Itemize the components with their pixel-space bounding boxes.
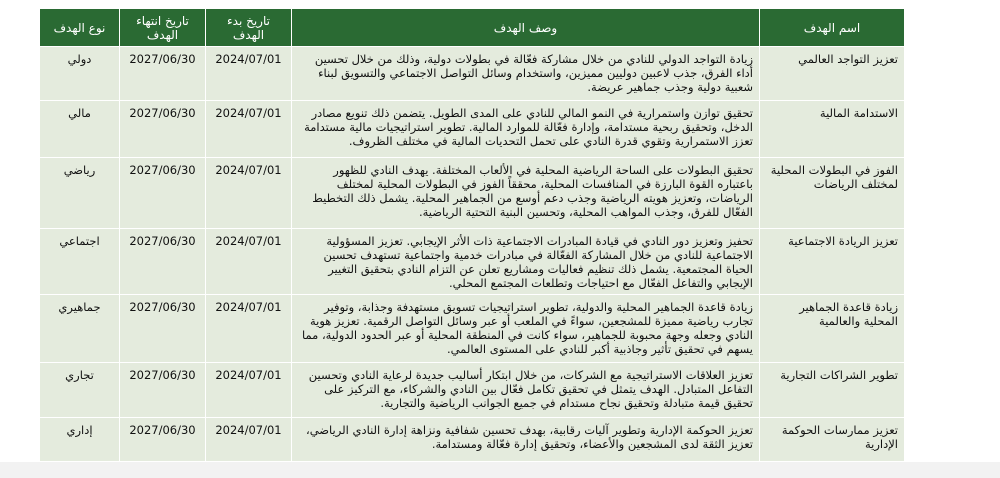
goal-type-cell: اجتماعي	[40, 229, 119, 295]
goal-name-cell: الفوز في البطولات المحلية لمختلف الرياضات	[759, 158, 904, 229]
end-date-cell: 2027/06/30	[119, 101, 205, 158]
goal-description-cell: تعزيز الحوكمة الإدارية وتطوير آليات رقابية، بهدف تحسين شفافية ونزاهة إدارة النادي الرياضي، تعزيز الثقة لدى المشجعين والأعضاء، وتحقيق إدارة فعّالة ومستدامة.	[291, 418, 759, 462]
end-date-cell: 2027/06/30	[119, 418, 205, 462]
goals-table	[40, 9, 904, 462]
table-row	[40, 101, 904, 158]
end-date-cell: 2027/06/30	[119, 295, 205, 363]
start-date-cell: 2024/07/01	[205, 229, 291, 295]
goal-description-cell: زيادة التواجد الدولي للنادي من خلال مشاركة فعّالة في بطولات دولية، وذلك من خلال تحسين أداء الفرق، جذب لاعبين دوليين مميزين، واستخدام وسائل التواصل الاجتماعي والتسويق لبناء شعبية دولية وجذب جماهير عريضة.	[291, 47, 759, 101]
goal-description-cell: تعزيز العلاقات الاستراتيجية مع الشركات، من خلال ابتكار أساليب جديدة لرعاية النادي وتحسين التفاعل المتبادل. الهدف يتمثل في تحقيق تكامل فعّال بين النادي والشركاء، مع التركيز على تحقيق قيمة متبادلة وتحقيق نجاح مستدام في جميع الجوانب الرياضية والتجارية.	[291, 363, 759, 418]
table-row	[40, 158, 904, 229]
start-date-cell: 2024/07/01	[205, 418, 291, 462]
header-goal-type: نوع الهدف	[40, 9, 119, 47]
end-date-cell: 2027/06/30	[119, 229, 205, 295]
table-row	[40, 418, 904, 462]
table-row	[40, 229, 904, 295]
goal-description-cell: تحقيق توازن واستمرارية في النمو المالي للنادي على المدى الطويل. يتضمن ذلك تنويع مصادر الدخل، وتحقيق ربحية مستدامة، وإدارة فعّالة للموارد المالية. تطوير استراتيجيات مالية مستدامة تعزز الاستمرارية وتقوي قدرة النادي على تحمل التحديات المالية في مختلف الظروف.	[291, 101, 759, 158]
table-row	[40, 47, 904, 101]
goal-type-cell: إداري	[40, 418, 119, 462]
goal-name-cell: زيادة قاعدة الجماهير المحلية والعالمية	[759, 295, 904, 363]
goal-description-cell: زيادة قاعدة الجماهير المحلية والدولية، تطوير استراتيجيات تسويق مستهدفة وجذابة، وتوفير تجارب رياضية مميزة للمشجعين، سواءً في الملعب أو عبر وسائل التواصل الرقمية. تعزيز هوية النادي وجعله وجهة محبوبة للجماهير، سواء كانت في المنطقة المحلية أو عبر الحدود الدولية، مما يسهم في تحقيق تأثير وجاذبية أكبر للنادي على المستوى العالمي.	[291, 295, 759, 363]
end-date-cell: 2027/06/30	[119, 158, 205, 229]
end-date-cell: 2027/06/30	[119, 47, 205, 101]
goal-name-cell: تعزيز التواجد العالمي	[759, 47, 904, 101]
goal-type-cell: تجاري	[40, 363, 119, 418]
goal-name-cell: تعزيز الريادة الاجتماعية	[759, 229, 904, 295]
table-row	[40, 363, 904, 418]
start-date-cell: 2024/07/01	[205, 158, 291, 229]
header-start-date: تاريخ بدء الهدف	[205, 9, 291, 47]
header-end-date: تاريخ انتهاء الهدف	[119, 9, 205, 47]
page-footer-band	[0, 462, 1000, 478]
start-date-cell: 2024/07/01	[205, 101, 291, 158]
start-date-cell: 2024/07/01	[205, 47, 291, 101]
goal-description-cell: تحقيق البطولات على الساحة الرياضية المحلية في الألعاب المختلفة. يهدف النادي للظهور باعتباره القوة البارزة في المنافسات المحلية، محققاً الفوز في البطولات المحلية لمختلف الرياضات، وتعزيز هويته الرياضية وجذب دعم أوسع من الجماهير المحلية. يشمل ذلك التخطيط الفعّال للفرق، وجذب المواهب المحلية، وتحسين البنية التحتية الرياضية.	[291, 158, 759, 229]
header-goal-name: اسم الهدف	[759, 9, 904, 47]
table-row	[40, 295, 904, 363]
goal-type-cell: مالي	[40, 101, 119, 158]
start-date-cell: 2024/07/01	[205, 363, 291, 418]
goal-name-cell: تعزيز ممارسات الحوكمة الإدارية	[759, 418, 904, 462]
goal-name-cell: الاستدامة المالية	[759, 101, 904, 158]
start-date-cell: 2024/07/01	[205, 295, 291, 363]
goal-type-cell: جماهيري	[40, 295, 119, 363]
goal-type-cell: دولي	[40, 47, 119, 101]
goal-description-cell: تحفيز وتعزيز دور النادي في قيادة المبادرات الاجتماعية ذات الأثر الإيجابي. تعزيز المسؤولية الاجتماعية للنادي من خلال المشاركة الفعّالة في مبادرات خدمية واجتماعية تستهدف تحسين الحياة المجتمعية. يشمل ذلك تنظيم فعاليات ومشاريع تعلن عن التزام النادي بتحقيق التغيير الإيجابي والتفاعل الفعّال مع احتياجات وتطلعات المجتمع المحلي.	[291, 229, 759, 295]
end-date-cell: 2027/06/30	[119, 363, 205, 418]
goal-type-cell: رياضي	[40, 158, 119, 229]
table-header-row	[40, 9, 904, 47]
header-goal-description: وصف الهدف	[291, 9, 759, 47]
goal-name-cell: تطوير الشراكات التجارية	[759, 363, 904, 418]
